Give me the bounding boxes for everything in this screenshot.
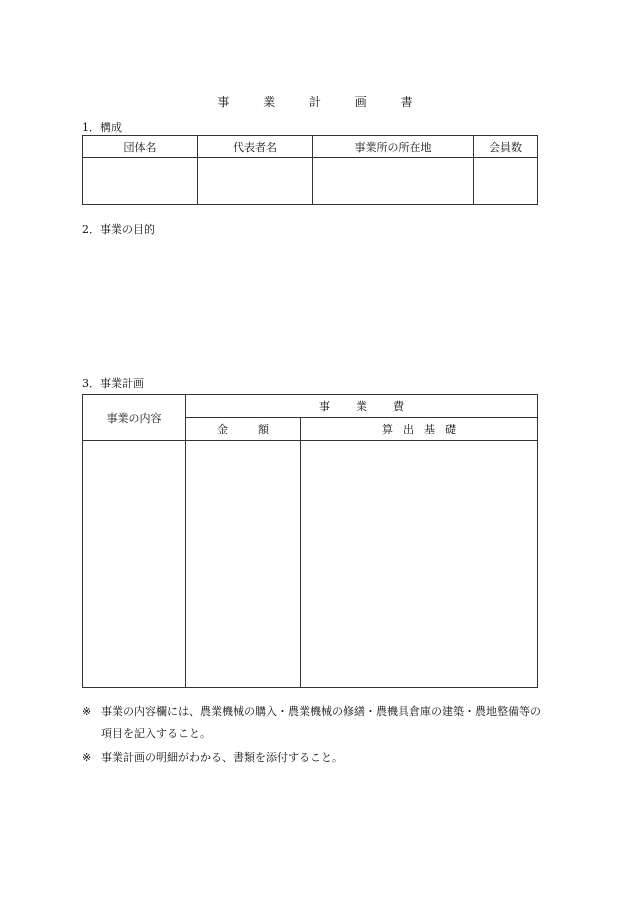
section-2-heading: 2．事業の目的: [82, 223, 155, 236]
composition-table: [82, 135, 538, 205]
header-member-count: 会員数: [474, 136, 538, 158]
purpose-area[interactable]: [82, 240, 537, 365]
header-business-content: 事業の内容: [83, 395, 186, 441]
header-representative-name: 代表者名: [198, 136, 313, 158]
cell-amount[interactable]: [186, 441, 301, 688]
header-amount: 金額: [186, 418, 301, 441]
header-business-cost: 事業費: [186, 395, 538, 418]
document-title: 事 業 計 画 書: [217, 95, 428, 109]
cell-group-name[interactable]: [83, 158, 198, 205]
header-calculation-basis: 算出基礎: [301, 418, 538, 441]
cell-member-count[interactable]: [474, 158, 538, 205]
note-2: [82, 747, 552, 769]
note-1: [82, 701, 552, 745]
note-1-text: 事業の内容欄には、農業機械の購入・農業機械の修繕・農機具倉庫の建築・農地整備等の項目を記入すること。: [101, 705, 541, 740]
note-2-text: 事業計画の明細がわかる、書類を添付すること。: [101, 751, 343, 764]
cell-calculation-basis[interactable]: [301, 441, 538, 688]
cell-office-location[interactable]: [313, 158, 474, 205]
business-plan-table: [82, 394, 538, 688]
plan-entry-row: [83, 441, 538, 688]
section-3-heading: 3．事業計画: [82, 377, 144, 390]
plan-header-row-1: [83, 395, 538, 418]
note-1-mark: ※: [82, 705, 92, 718]
note-2-mark: ※: [82, 751, 92, 764]
section-1-heading: 1．構成: [82, 121, 122, 134]
composition-header-row: [83, 136, 538, 158]
cell-business-content[interactable]: [83, 441, 186, 688]
header-group-name: 団体名: [83, 136, 198, 158]
header-office-location: 事業所の所在地: [313, 136, 474, 158]
composition-entry-row: [83, 158, 538, 205]
cell-representative-name[interactable]: [198, 158, 313, 205]
